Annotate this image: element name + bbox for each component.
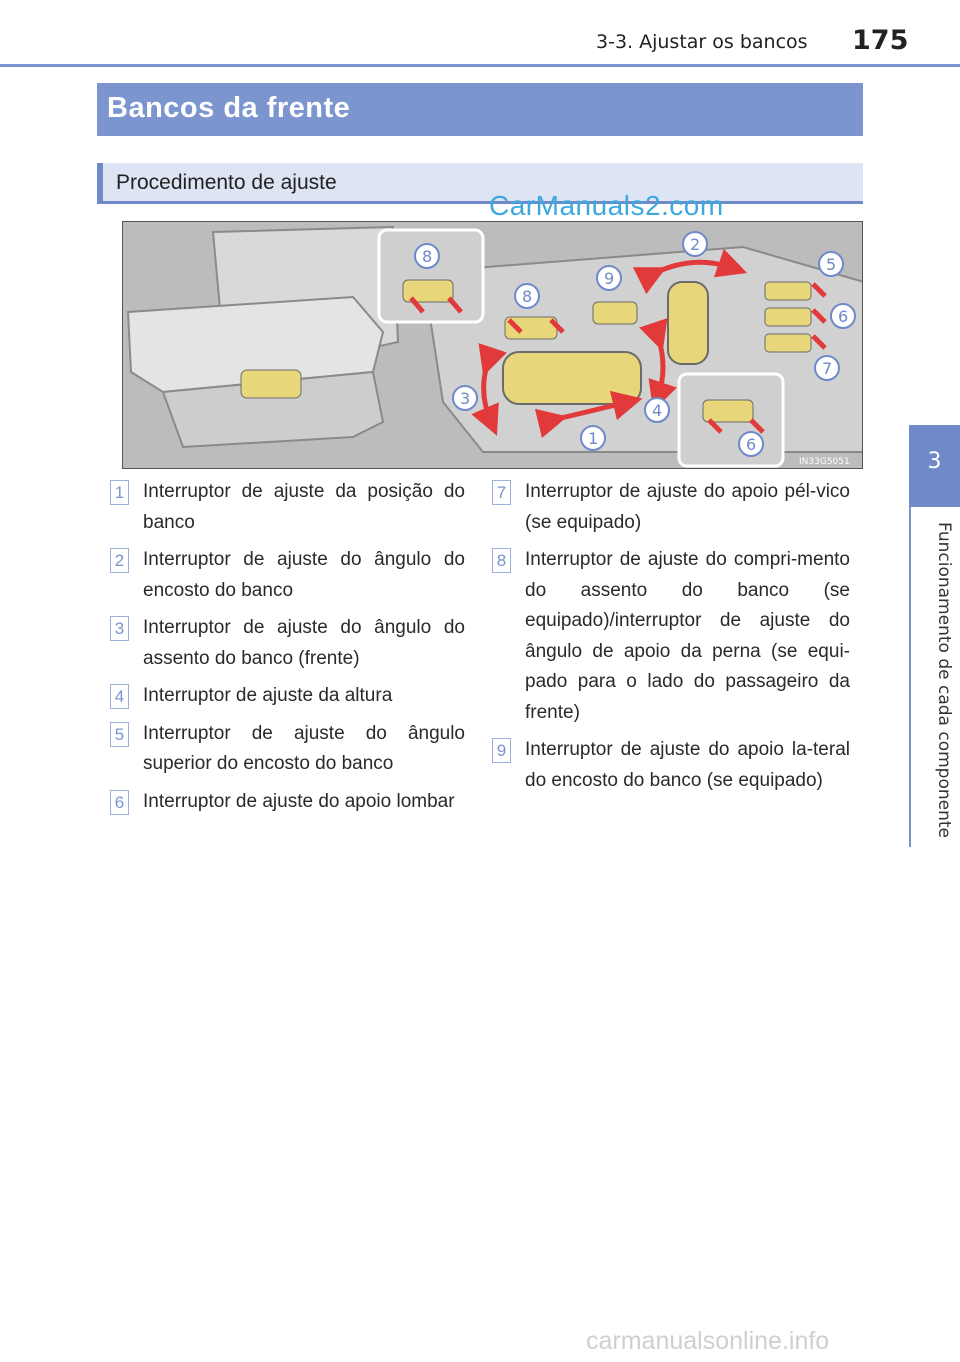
figure-code: IN33G5051 bbox=[799, 457, 850, 467]
chapter-tab-rule bbox=[909, 507, 911, 847]
list-item bbox=[110, 545, 465, 606]
chapter-label: Funcionamento de cada componente bbox=[934, 522, 954, 838]
svg-text:6: 6 bbox=[838, 307, 849, 326]
list-item bbox=[110, 613, 465, 674]
item-text: Interruptor de ajuste do ângulo do assento do banco (frente) bbox=[143, 617, 465, 669]
section-title: 3-3. Ajustar os bancos bbox=[596, 31, 808, 53]
item-text: Interruptor de ajuste do compri-mento do assento do banco (se equipado)/interruptor de ajuste do ângulo de apoio da perna (se equi-pado para o lado do passageiro da frente) bbox=[525, 549, 850, 723]
item-text: Interruptor de ajuste do apoio pél-vico (se equipado) bbox=[525, 481, 850, 533]
watermark: CarManuals2.com bbox=[489, 190, 724, 221]
list-item bbox=[492, 735, 850, 796]
svg-text:7: 7 bbox=[822, 359, 833, 378]
list-item bbox=[492, 477, 850, 538]
subtitle: Procedimento de ajuste bbox=[116, 171, 337, 194]
svg-text:5: 5 bbox=[826, 255, 837, 274]
item-number: 3 bbox=[110, 616, 129, 641]
item-number: 7 bbox=[492, 480, 511, 505]
main-title-bar bbox=[97, 83, 863, 136]
item-text: Interruptor de ajuste do apoio la-teral do encosto do banco (se equipado) bbox=[525, 739, 850, 791]
legend-list-left bbox=[110, 477, 465, 824]
item-text: Interruptor de ajuste do apoio lombar bbox=[143, 790, 455, 812]
svg-text:2: 2 bbox=[690, 235, 701, 254]
item-text: Interruptor de ajuste da altura bbox=[143, 685, 393, 706]
seat-switch-illustration bbox=[122, 221, 863, 469]
page-title: Bancos da frente bbox=[107, 92, 351, 124]
list-item bbox=[492, 545, 850, 728]
footer-watermark: carmanualsonline.info bbox=[586, 1327, 830, 1355]
legend-list-right bbox=[492, 477, 850, 803]
svg-text:8: 8 bbox=[522, 287, 533, 306]
svg-text:6: 6 bbox=[746, 435, 757, 454]
list-item bbox=[110, 477, 465, 538]
subtitle-bar bbox=[97, 163, 863, 204]
chapter-number: 3 bbox=[927, 449, 942, 474]
svg-text:1: 1 bbox=[588, 429, 599, 448]
svg-text:4: 4 bbox=[652, 401, 663, 420]
chapter-tab bbox=[909, 425, 960, 507]
svg-text:3: 3 bbox=[460, 389, 471, 408]
item-number: 4 bbox=[110, 684, 129, 709]
item-number: 1 bbox=[110, 480, 129, 505]
list-item bbox=[110, 681, 465, 712]
item-number: 8 bbox=[492, 548, 511, 573]
page-number: 175 bbox=[852, 25, 909, 56]
illustration-svg bbox=[123, 222, 863, 469]
item-number: 5 bbox=[110, 722, 129, 747]
svg-text:8: 8 bbox=[422, 247, 433, 266]
item-text: Interruptor de ajuste do ângulo superior do encosto do banco bbox=[143, 722, 465, 774]
header-rule bbox=[0, 64, 960, 67]
list-item bbox=[110, 719, 465, 780]
item-number: 9 bbox=[492, 738, 511, 763]
item-number: 2 bbox=[110, 548, 129, 573]
item-text: Interruptor de ajuste do ângulo do encosto do banco bbox=[143, 549, 465, 601]
svg-text:9: 9 bbox=[604, 269, 615, 288]
item-text: Interruptor de ajuste da posição do banco bbox=[143, 481, 465, 533]
list-item bbox=[110, 787, 465, 818]
item-number: 6 bbox=[110, 790, 129, 815]
